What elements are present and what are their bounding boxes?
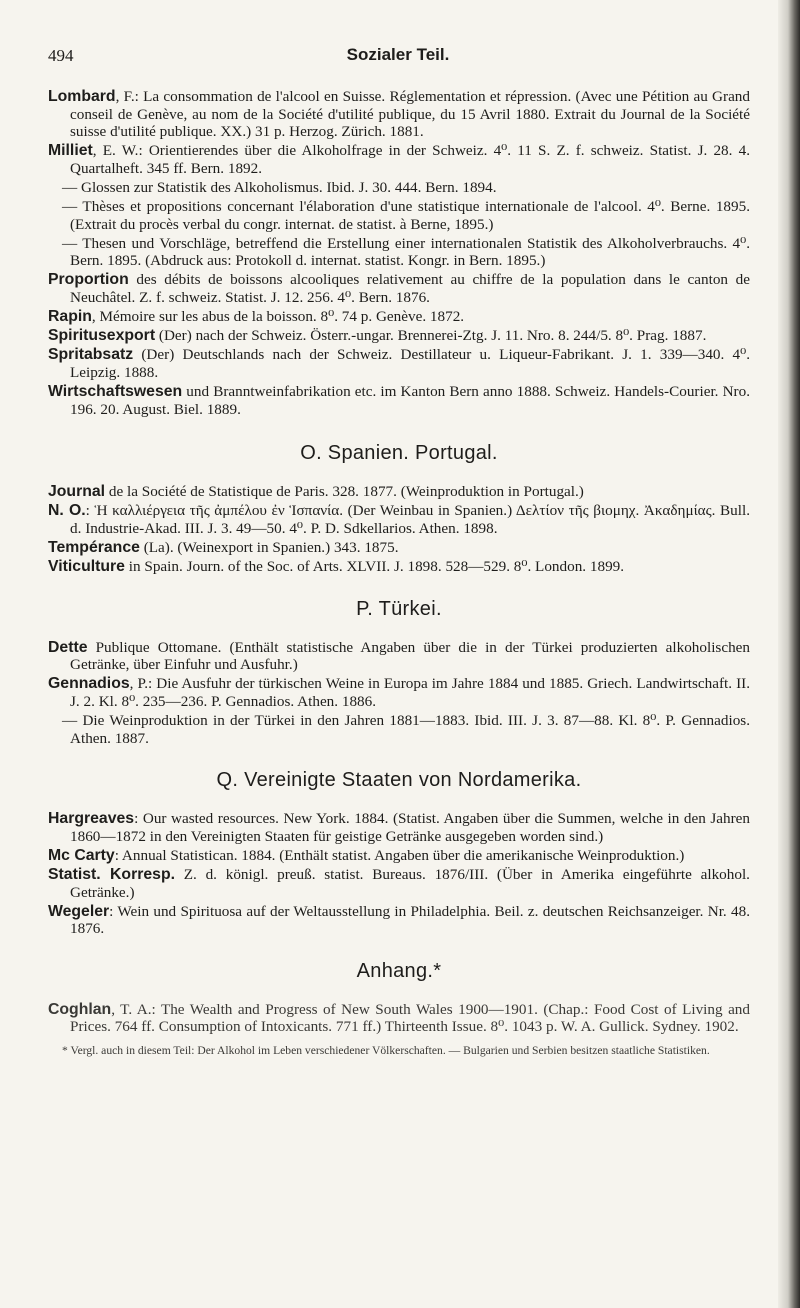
entry-text: : Wein und Spirituosa auf der Weltausstellung in Philadelphia. Beil. z. deutschen Reichsanzeiger. Nr. 48. 1876.	[70, 902, 750, 938]
page-number: 494	[48, 46, 74, 65]
bibliography-entry	[48, 558, 750, 576]
section-title-appendix: Anhang.*	[356, 959, 442, 982]
bibliography-entry	[48, 308, 750, 326]
bibliography-entry	[48, 539, 750, 557]
entry-text: (Der) Deutschlands nach der Schweiz. Destillateur u. Liqueur-Fabrikant. J. 1. 339—340. 4⁰. Leipzig. 1888.	[70, 346, 750, 381]
entry-heading: Wegeler	[48, 902, 110, 920]
entry-text: , Mémoire sur les abus de la boisson. 8⁰. 74 p. Genève. 1872.	[91, 308, 465, 326]
bibliography-entry	[48, 271, 750, 306]
entry-text: de la Société de Statistique de Paris. 328. 1877. (Weinproduktion in Portugal.)	[105, 483, 584, 501]
running-title: Sozialer Teil.	[346, 45, 450, 64]
bibliography-entry	[48, 198, 750, 233]
bibliography-entry	[48, 847, 750, 865]
entry-text: , T. A.: The Wealth and Progress of New South Wales 1900—1901. (Chap.: Food Cost of Living and Prices. 764 ff. Consumption of Intoxicants. 771 ff.) Thirteenth Issue. 8⁰. 1043 p. W. A. Gullick. Sydney. 1902.	[70, 1000, 750, 1036]
entry-text: — Thèses et propositions concernant l'élaboration d'une statistique internationale de l'alcool. 4⁰. Berne. 1895. (Extrait du procès verbal du congr. internat. de statist. à Berne, 1895.)	[62, 198, 750, 233]
bibliography-entry	[48, 903, 750, 938]
entry-heading: Statist. Korresp.	[48, 866, 175, 883]
entry-heading: Viticulture	[48, 558, 125, 576]
entry-heading: Milliet	[48, 142, 93, 160]
bibliography-entry	[48, 346, 750, 381]
entry-heading: Wirtschaftswesen	[48, 383, 183, 400]
page-edge-shadow	[778, 0, 800, 1308]
entry-text: — Die Weinproduktion in der Türkei in den Jahren 1881—1883. Ibid. III. J. 3. 87—88. Kl. 8⁰. P. Gennadios. Athen. 1887.	[62, 712, 750, 747]
entry-text: : Ἡ καλλιέργεια τῆς ἀμπέλου ἐν Ἱσπανία. (Der Weinbau in Spanien.) Δελτίον τῆς βιομηχ. Ἀκαδημίας. Bull. d. Industrie-Akad. III. J. 3. 49—50. 4⁰. P. D. Sdkellarios. Athen. 1898.	[70, 502, 750, 537]
bibliography-entry	[48, 712, 750, 747]
entry-list-p	[48, 639, 750, 748]
entry-heading: Hargreaves	[48, 810, 135, 828]
bibliography-entry	[48, 179, 750, 197]
entry-text: : Our wasted resources. New York. 1884. (Statist. Angaben über die Summen, welche in den Jahren 1860—1872 in den Vereinigten Staaten für geistige Getränke ausgegeben worden sind.)	[70, 810, 750, 845]
entry-heading: Journal	[48, 483, 106, 501]
entry-heading: Tempérance	[48, 538, 140, 556]
entry-text: in Spain. Journ. of the Soc. of Arts. XLVII. J. 1898. 528—529. 8⁰. London. 1899.	[124, 558, 625, 576]
entry-text: : Annual Statistican. 1884. (Enthält statist. Angaben über die amerikanische Weinproduktion.)	[114, 846, 685, 864]
entry-list-appendix	[48, 1001, 750, 1036]
section-title-usa: Q. Vereinigte Staaten von Nordamerika.	[216, 769, 582, 792]
entry-list-q	[48, 810, 750, 938]
entry-text: des débits de boissons alcooliques relativement au chiffre de la population dans le canton de Neuchâtel. Z. f. schweiz. Statist. J. 12. 256. 4⁰. Bern. 1876.	[70, 271, 750, 307]
bibliography-entry	[48, 483, 750, 501]
bibliography-entry	[48, 675, 750, 710]
entry-text: , E. W.: Orientierendes über die Alkoholfrage in der Schweiz. 4⁰. 11 S. Z. f. schweiz. Statist. J. 28. 4. Quartalheft. 345 ff. Bern. 1892.	[70, 142, 750, 177]
entry-text: , F.: La consommation de l'alcool en Suisse. Réglementation et répression. (Avec une Pétition au Grand conseil de Genève, au nom de la Société d'utilité publique, du 15 Avril 1880. Extrait du Journal de la Société suisse d'utilité publique. XX.) 31 p. Herzog. Zürich. 1881.	[70, 88, 750, 141]
entry-heading: Lombard	[48, 88, 116, 105]
bibliography-entry	[48, 142, 750, 177]
section-title-spain-portugal: O. Spanien. Portugal.	[300, 442, 498, 465]
entry-text: und Branntweinfabrikation etc. im Kanton Bern anno 1888. Schweiz. Handels-Courier. Nro. 196. 20. August. Biel. 1889.	[70, 383, 750, 418]
entry-heading: Rapin	[48, 308, 92, 326]
bibliography-entry	[48, 1001, 750, 1036]
entry-heading: Gennadios	[48, 675, 130, 693]
section-title-turkey: P. Türkei.	[356, 597, 442, 620]
entry-text: — Glossen zur Statistik des Alkoholismus. Ibid. J. 30. 444. Bern. 1894.	[62, 178, 497, 196]
footnote: * Vergl. auch in diesem Teil: Der Alkohol im Leben verschiedener Völkerschaften. — Bulgarien und Serbien besitzen staatliche Statistiken.	[62, 1044, 710, 1058]
bibliography-content	[48, 88, 750, 1058]
entry-text: , P.: Die Ausfuhr der türkischen Weine in Europa im Jahre 1884 und 1885. Griech. Landwirtschaft. II. J. 2. Kl. 8⁰. 235—236. P. Gennadios. Athen. 1886.	[70, 675, 750, 710]
entry-list-o	[48, 483, 750, 575]
bibliography-entry	[48, 866, 750, 901]
entry-heading: Coghlan	[48, 1000, 112, 1018]
entry-text: Z. d. königl. preuß. statist. Bureaus. 1876/III. (Über in Amerika eingeführte alkohol. Getränke.)	[70, 866, 750, 901]
entry-heading: N. O.	[48, 502, 86, 520]
page-header	[48, 46, 748, 76]
entry-heading: Dette	[48, 638, 88, 656]
entry-heading: Spiritusexport	[48, 327, 156, 345]
bibliography-entry	[48, 235, 750, 270]
entry-heading: Mc Carty	[48, 846, 115, 864]
bibliography-entry	[48, 327, 750, 345]
entry-text: Publique Ottomane. (Enthält statistische Angaben über die in der Türkei produzierten alkoholischen Getränke, über Einfuhr und Ausfuhr.)	[70, 638, 750, 674]
bibliography-entry	[48, 502, 750, 537]
entry-list-a	[48, 88, 750, 418]
entry-heading: Proportion	[48, 271, 129, 289]
bibliography-entry	[48, 810, 750, 845]
entry-heading: Spritabsatz	[48, 346, 134, 364]
bibliography-entry	[48, 383, 750, 418]
entry-text: — Thesen und Vorschläge, betreffend die Erstellung einer internationalen Statistik des Alkoholverbrauchs. 4⁰. Bern. 1895. (Abdruck aus: Protokoll d. internat. statist. Kongr. in Bern. 1895.)	[62, 234, 750, 270]
entry-text: (Der) nach der Schweiz. Österr.-ungar. Brennerei-Ztg. J. 11. Nro. 8. 244/5. 8⁰. Prag. 1887.	[155, 327, 707, 345]
bibliography-entry	[48, 88, 750, 141]
bibliography-entry	[48, 639, 750, 674]
entry-text: (La). (Weinexport in Spanien.) 343. 1875.	[139, 538, 399, 556]
